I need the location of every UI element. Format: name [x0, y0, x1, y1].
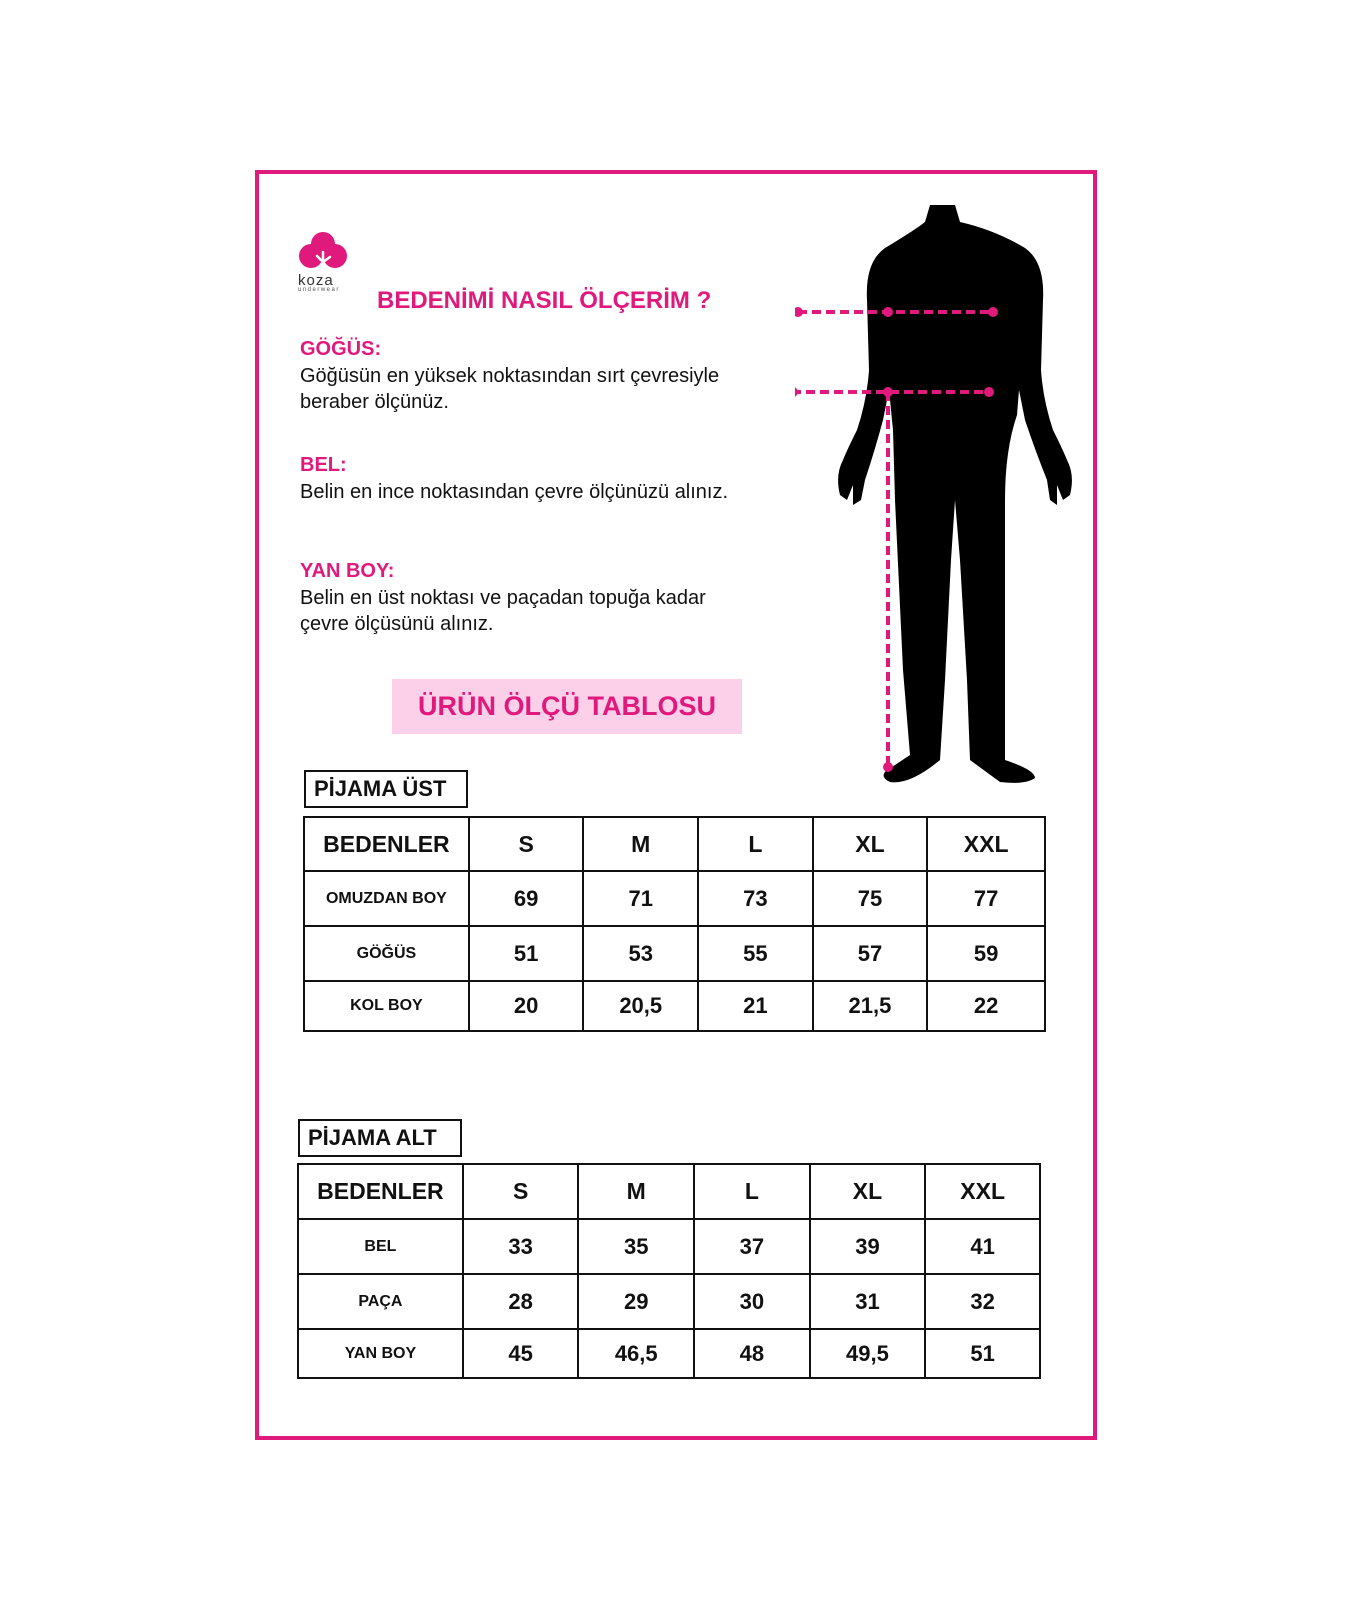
table-row — [298, 1274, 1040, 1329]
table-cell: 29 — [578, 1274, 694, 1329]
header-cell: L — [698, 817, 813, 871]
table-cell: 53 — [583, 926, 698, 981]
table-row — [298, 1329, 1040, 1378]
body-shape — [838, 205, 1072, 783]
logo-subtitle: underwear — [298, 287, 340, 293]
table-cell: 33 — [463, 1219, 579, 1274]
header-cell: BEDENLER — [304, 817, 469, 871]
table-cell: 21,5 — [813, 981, 928, 1031]
table-cell: 71 — [583, 871, 698, 926]
size-table-pijama-ust — [303, 816, 1046, 1032]
table-cell: 69 — [469, 871, 584, 926]
table-cell: 37 — [694, 1219, 810, 1274]
section-title-bel: BEL: — [300, 454, 347, 476]
table-cell: 20 — [469, 981, 584, 1031]
table-cell: 49,5 — [810, 1329, 926, 1378]
table-cell: 55 — [698, 926, 813, 981]
table-cell: 59 — [927, 926, 1045, 981]
size-table-badge: ÜRÜN ÖLÇÜ TABLOSU — [392, 679, 742, 734]
header-cell: M — [578, 1164, 694, 1219]
header-cell: L — [694, 1164, 810, 1219]
table-cell: 41 — [925, 1219, 1040, 1274]
row-label: GÖĞÜS — [304, 926, 469, 981]
header-cell: S — [463, 1164, 579, 1219]
table-cell: 28 — [463, 1274, 579, 1329]
row-label: YAN BOY — [298, 1329, 463, 1378]
table-cell: 73 — [698, 871, 813, 926]
table-cell: 51 — [925, 1329, 1040, 1378]
table-cell: 30 — [694, 1274, 810, 1329]
table-header-row — [298, 1164, 1040, 1219]
table-cell: 57 — [813, 926, 928, 981]
table-cell: 46,5 — [578, 1329, 694, 1378]
table-row — [304, 981, 1045, 1031]
table-cell: 45 — [463, 1329, 579, 1378]
table-cell: 48 — [694, 1329, 810, 1378]
table-row — [304, 871, 1045, 926]
section-text-gogus: Göğüsün en yüksek noktasından sırt çevresiyle beraber ölçünüz. — [300, 365, 720, 413]
table-cell: 21 — [698, 981, 813, 1031]
header-cell: XXL — [925, 1164, 1040, 1219]
table-cell: 51 — [469, 926, 584, 981]
table-cell: 22 — [927, 981, 1045, 1031]
logo-wordmark: koza — [298, 272, 334, 289]
section-text-yan-boy: Belin en üst noktası ve paçadan topuğa kadar çevre ölçüsünü alınız. — [300, 587, 706, 635]
table-cell: 35 — [578, 1219, 694, 1274]
header-cell: BEDENLER — [298, 1164, 463, 1219]
section-title-gogus: GÖĞÜS: — [300, 338, 382, 360]
header-cell: XL — [813, 817, 928, 871]
table-row — [298, 1219, 1040, 1274]
page-heading: BEDENİMİ NASIL ÖLÇERİM ? — [377, 287, 712, 314]
table-header-row — [304, 817, 1045, 871]
table-cell: 20,5 — [583, 981, 698, 1031]
table-label-pijama-ust: PİJAMA ÜST — [304, 770, 468, 808]
header-cell: XL — [810, 1164, 926, 1219]
section-title-yan-boy: YAN BOY: — [300, 560, 395, 582]
row-label: OMUZDAN BOY — [304, 871, 469, 926]
table-row — [304, 926, 1045, 981]
table-cell: 32 — [925, 1274, 1040, 1329]
row-label: KOL BOY — [304, 981, 469, 1031]
header-cell: XXL — [927, 817, 1045, 871]
section-text-bel: Belin en ince noktasından çevre ölçünüzü alınız. — [300, 481, 729, 503]
row-label: PAÇA — [298, 1274, 463, 1329]
row-label: BEL — [298, 1219, 463, 1274]
human-silhouette-icon — [795, 200, 1095, 800]
size-table-pijama-alt — [297, 1163, 1041, 1379]
table-cell: 75 — [813, 871, 928, 926]
table-cell: 31 — [810, 1274, 926, 1329]
header-cell: M — [583, 817, 698, 871]
table-label-pijama-alt: PİJAMA ALT — [298, 1119, 462, 1157]
table-cell: 39 — [810, 1219, 926, 1274]
header-cell: S — [469, 817, 584, 871]
table-cell: 77 — [927, 871, 1045, 926]
